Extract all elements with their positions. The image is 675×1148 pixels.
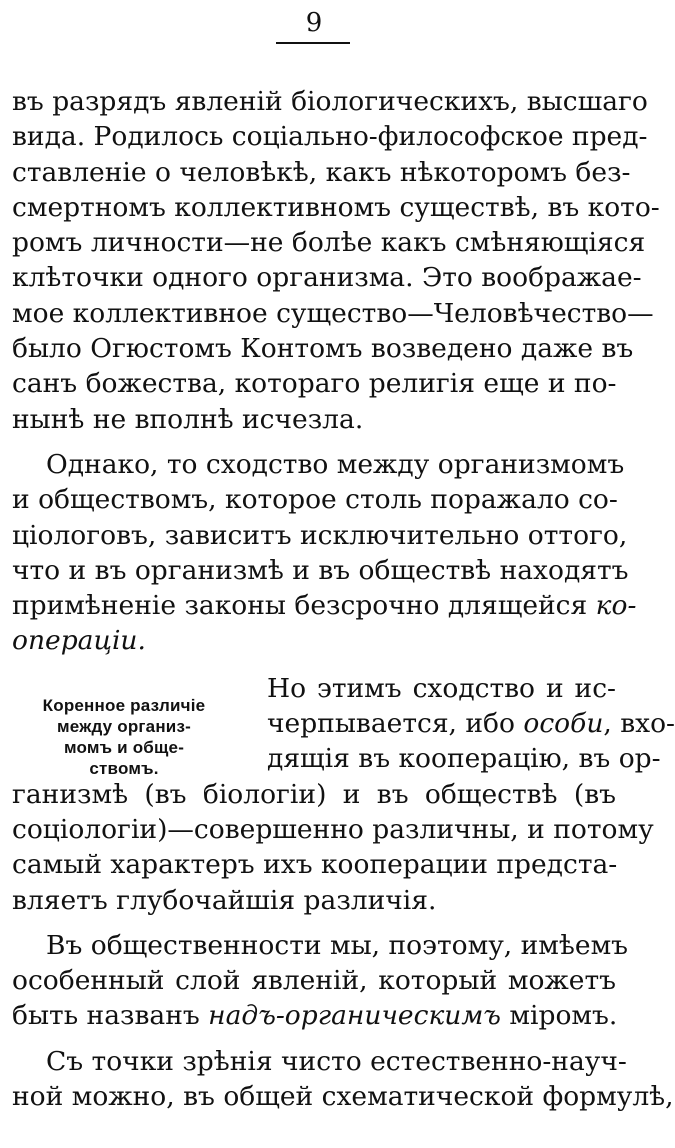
text-line: дящія въ кооперацію, въ ор- bbox=[267, 743, 661, 775]
text-line bbox=[12, 623, 616, 658]
text-line: ганизмѣ (въ біологіи) и въ обществѣ (въ bbox=[12, 778, 616, 810]
text-line bbox=[12, 706, 675, 741]
text-fragment: примѣненіе законы безсрочно длящейся bbox=[12, 590, 596, 622]
text-line: было Огюстомъ Контомъ возведено даже въ bbox=[12, 333, 634, 365]
text-line: Но этимъ сходство и ис- bbox=[267, 672, 616, 704]
text-fragment: черпывается, ибо bbox=[267, 708, 524, 740]
text-fragment: , вхо- bbox=[603, 708, 675, 740]
paragraph-1 bbox=[12, 84, 660, 437]
text-fragment: міромъ. bbox=[500, 1000, 618, 1032]
page-number-rule bbox=[276, 42, 350, 44]
side-note-line: между организ- bbox=[57, 717, 191, 736]
text-line: вляетъ глубочайшія различія. bbox=[12, 884, 437, 916]
text-line: самый характеръ ихъ кооперации предста- bbox=[12, 849, 618, 881]
paragraph-5 bbox=[12, 1044, 674, 1115]
text-line: санъ божества, котораго религія еще и по- bbox=[12, 368, 617, 400]
text-line: вида. Родилось соціально-философское пред- bbox=[12, 121, 648, 153]
italic-fragment: надъ-органическимъ bbox=[208, 1000, 501, 1032]
body-text bbox=[12, 84, 675, 1114]
text-line: ціологовъ, зависитъ исключительно оттого, bbox=[12, 519, 628, 551]
italic-fragment: особи bbox=[523, 708, 604, 740]
paragraph-3 bbox=[12, 671, 675, 918]
text-line: ной можно, въ общей схематической формулѣ, bbox=[12, 1081, 674, 1113]
text-line: особенный слой явленій, который можетъ bbox=[12, 965, 616, 997]
text-line: клѣточки одного организма. Это воображае- bbox=[12, 262, 642, 294]
paragraph-2 bbox=[12, 447, 637, 659]
side-note-line: ствомъ. bbox=[89, 759, 159, 778]
text-line: ромъ личности—не болѣе какъ смѣняющіяся bbox=[12, 227, 646, 259]
text-line: ставленіе о человѣкѣ, какъ нѣкоторомъ без- bbox=[12, 156, 631, 188]
text-fragment: быть названъ bbox=[12, 1000, 209, 1032]
text-line: Въ общественности мы, поэтому, имѣемъ bbox=[46, 929, 629, 961]
text-line: соціологіи)—совершенно различны, и потому bbox=[12, 813, 654, 845]
text-line: мое коллективное существо—Человѣчество— bbox=[12, 297, 654, 329]
side-note-line: момъ и обще- bbox=[63, 738, 185, 757]
text-line bbox=[12, 588, 637, 623]
side-note-line: Коренное различіе bbox=[42, 696, 206, 715]
italic-fragment: ко- bbox=[595, 590, 637, 622]
text-line: Съ точки зрѣнія чисто естественно-науч- bbox=[46, 1045, 627, 1077]
text-line: что и въ организмѣ и въ обществѣ находятъ bbox=[12, 554, 629, 586]
text-line: смертномъ коллективномъ существѣ, въ кото- bbox=[12, 191, 660, 223]
page-number: 9 bbox=[305, 8, 323, 38]
text-line: нынѣ не вполнѣ исчезла. bbox=[12, 403, 364, 435]
text-line: Однако, то сходство между организмомъ bbox=[46, 448, 625, 480]
italic-fragment: операціи. bbox=[12, 625, 146, 657]
paragraph-4 bbox=[12, 928, 629, 1034]
text-line: въ разрядъ явленій біологическихъ, высшаго bbox=[12, 86, 648, 117]
text-line: и обществомъ, которое столь поражало со- bbox=[12, 484, 618, 516]
text-line bbox=[12, 998, 616, 1033]
